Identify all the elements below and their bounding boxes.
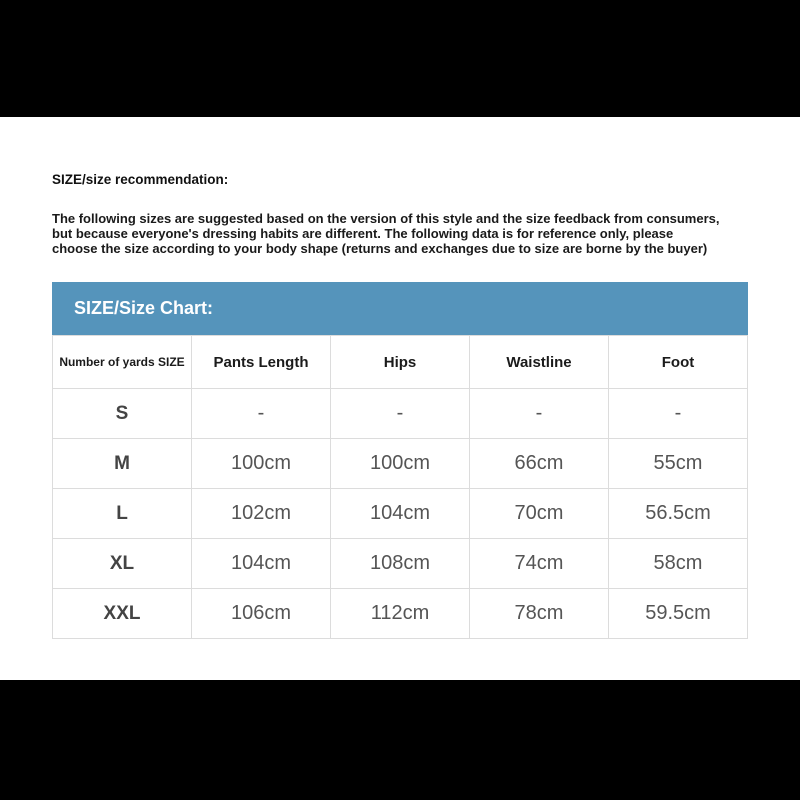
cell-value: 66cm (470, 439, 609, 489)
size-label: XL (53, 539, 192, 589)
cell-value: - (609, 389, 748, 439)
content-panel (0, 117, 800, 680)
table-row (53, 389, 748, 439)
cell-value: 100cm (192, 439, 331, 489)
cell-value: 108cm (331, 539, 470, 589)
column-header-foot: Foot (609, 336, 748, 389)
size-label: XXL (53, 589, 192, 639)
cell-value: 100cm (331, 439, 470, 489)
recommendation-line: choose the size according to your body shape (returns and exchanges due to size are borne by the buyer) (52, 241, 708, 256)
size-recommendation-paragraph (52, 211, 748, 256)
column-header-size: Number of yards SIZE (53, 336, 192, 389)
size-chart-title: SIZE/Size Chart: (74, 298, 214, 318)
table-header-row (53, 336, 748, 389)
table-row (53, 589, 748, 639)
column-header-waistline: Waistline (470, 336, 609, 389)
size-label: L (53, 489, 192, 539)
cell-value: 102cm (192, 489, 331, 539)
cell-value: - (192, 389, 331, 439)
table-row (53, 439, 748, 489)
table-row (53, 489, 748, 539)
size-recommendation-heading: SIZE/size recommendation: (52, 172, 229, 187)
cell-value: - (470, 389, 609, 439)
cell-value: 70cm (470, 489, 609, 539)
recommendation-line: The following sizes are suggested based on the version of this style and the size feedback from consumers, (52, 211, 720, 226)
cell-value: 55cm (609, 439, 748, 489)
size-label: S (53, 389, 192, 439)
recommendation-line: but because everyone's dressing habits are different. The following data is for reference only, please (52, 226, 674, 241)
column-header-hips: Hips (331, 336, 470, 389)
cell-value: 58cm (609, 539, 748, 589)
cell-value: 74cm (470, 539, 609, 589)
cell-value: 56.5cm (609, 489, 748, 539)
cell-value: 78cm (470, 589, 609, 639)
size-chart-title-bar (52, 282, 748, 335)
content-area (0, 117, 800, 639)
cell-value: 112cm (331, 589, 470, 639)
cell-value: 104cm (192, 539, 331, 589)
column-header-pants-length: Pants Length (192, 336, 331, 389)
cell-value: - (331, 389, 470, 439)
cell-value: 104cm (331, 489, 470, 539)
cell-value: 106cm (192, 589, 331, 639)
table-row (53, 539, 748, 589)
cell-value: 59.5cm (609, 589, 748, 639)
size-chart-table (52, 335, 748, 639)
size-label: M (53, 439, 192, 489)
